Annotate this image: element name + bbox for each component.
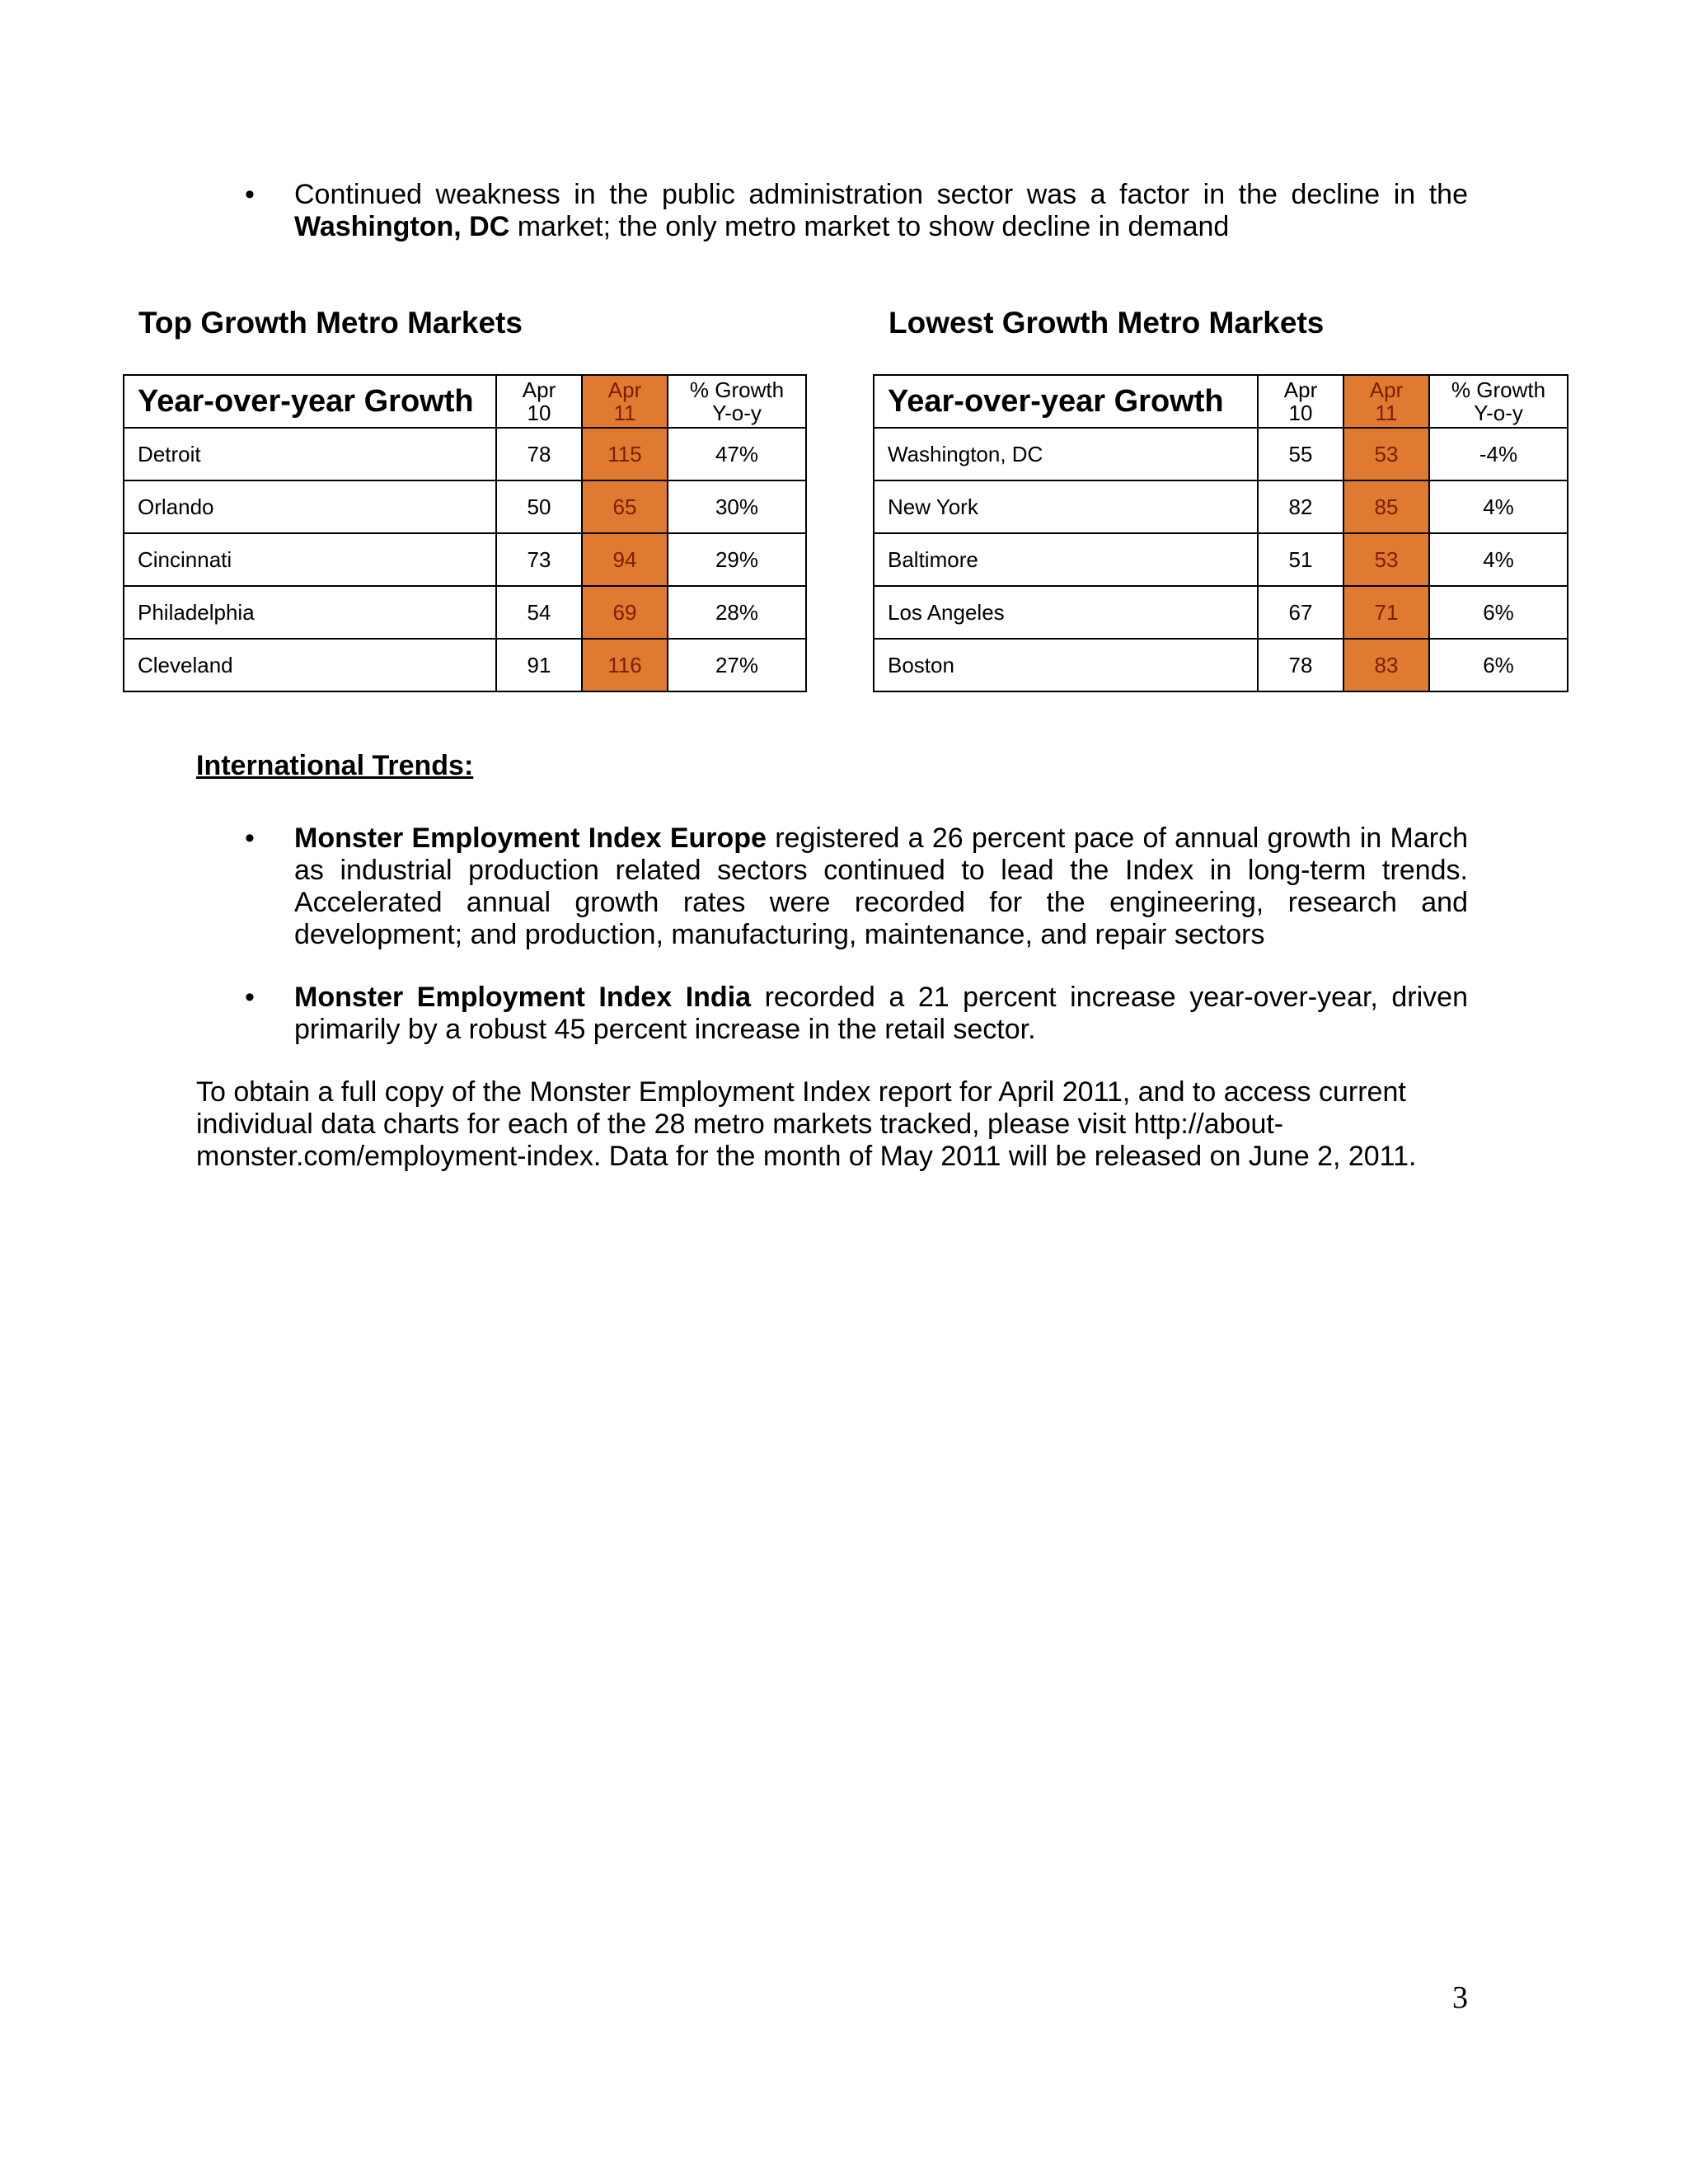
apr10-cell: 78 [496,428,582,480]
apr10-cell: 50 [496,480,582,533]
top-growth-title: Top Growth Metro Markets [138,306,523,340]
city-cell: Baltimore [874,533,1258,586]
city-cell: Boston [874,639,1258,691]
apr11-cell: 83 [1343,639,1429,691]
top-growth-table [123,374,807,692]
intro-line-1: Continued weakness in the public administration sector was a factor in the decline in the [294,179,1468,210]
closing-line-1: To obtain a full copy of the Monster Employment Index report for April 2011, and to access current [196,1076,1406,1108]
city-cell: Washington, DC [874,428,1258,480]
growth-cell: 28% [668,586,806,639]
apr10-cell: 55 [1258,428,1343,480]
apr11-cell: 53 [1343,533,1429,586]
closing-line-2: individual data charts for each of the 28 metro markets tracked, please visit http://about- [196,1108,1284,1140]
header-yoy-label: Year-over-year Growth [124,375,496,428]
apr11-cell: 53 [1343,428,1429,480]
lowest-growth-title: Lowest Growth Metro Markets [889,306,1325,340]
apr11-cell: 116 [582,639,668,691]
intro-rest: market; the only metro market to show decline in demand [509,211,1230,242]
table-row [874,639,1568,691]
table-header-row [874,375,1568,428]
india-index-name: Monster Employment Index India [294,982,752,1013]
apr11-cell: 115 [582,428,668,480]
apr10-cell: 82 [1258,480,1343,533]
header-apr10: Apr 10 [496,375,582,428]
growth-cell: -4% [1429,428,1568,480]
bullet-marker: • [245,179,255,210]
header-yoy-label: Year-over-year Growth [874,375,1258,428]
table-row [124,428,806,480]
bullet-marker: • [245,823,255,854]
closing-paragraph [196,1076,1482,1173]
apr10-cell: 51 [1258,533,1343,586]
europe-paragraph [294,823,1468,951]
india-paragraph [294,982,1468,1046]
table-row [124,639,806,691]
growth-cell: 29% [668,533,806,586]
intro-bold-washington: Washington, DC [294,211,510,242]
apr10-cell: 91 [496,639,582,691]
apr11-cell: 65 [582,480,668,533]
apr10-cell: 54 [496,586,582,639]
apr11-cell: 94 [582,533,668,586]
lowest-growth-table [873,374,1568,692]
city-cell: Orlando [124,480,496,533]
table-row [124,586,806,639]
growth-cell: 6% [1429,639,1568,691]
apr10-cell: 78 [1258,639,1343,691]
table-row [874,533,1568,586]
bullet-marker: • [245,982,255,1013]
europe-index-name: Monster Employment Index Europe [294,823,767,854]
city-cell: Detroit [124,428,496,480]
apr10-cell: 73 [496,533,582,586]
page-number: 3 [1452,1980,1468,2015]
growth-cell: 4% [1429,480,1568,533]
international-trends-heading: International Trends: [196,750,474,781]
intro-line-2 [294,211,1468,243]
apr10-cell: 67 [1258,586,1343,639]
apr11-cell: 71 [1343,586,1429,639]
table-row [874,586,1568,639]
table-row [874,480,1568,533]
city-cell: New York [874,480,1258,533]
table-row [874,428,1568,480]
growth-cell: 6% [1429,586,1568,639]
growth-cell: 30% [668,480,806,533]
table-row [124,480,806,533]
city-cell: Los Angeles [874,586,1258,639]
header-growth: % Growth Y-o-y [668,375,806,428]
apr11-cell: 85 [1343,480,1429,533]
header-apr10: Apr 10 [1258,375,1343,428]
europe-text: registered a 26 percent pace of annual growth in March as industrial production related sectors continued to lead the Index in long-term trends. Accelerated annual growth rates were recorded for the engineering, research and development; and production, manufacturing, maintenance, and repair sectors [294,823,1469,950]
header-apr11: Apr 11 [1343,375,1429,428]
closing-line-3: monster.com/employment-index. Data for the month of May 2011 will be released on June 2, 2011. [196,1141,1417,1172]
header-growth: % Growth Y-o-y [1429,375,1568,428]
header-apr11: Apr 11 [582,375,668,428]
table-header-row [124,375,806,428]
table-row [124,533,806,586]
city-cell: Cincinnati [124,533,496,586]
city-cell: Philadelphia [124,586,496,639]
apr11-cell: 69 [582,586,668,639]
growth-cell: 4% [1429,533,1568,586]
growth-cell: 27% [668,639,806,691]
growth-cell: 47% [668,428,806,480]
city-cell: Cleveland [124,639,496,691]
india-text: recorded a 21 percent increase year-over-year, driven primarily by a robust 45 percent increase in the retail sector. [294,982,1468,1045]
